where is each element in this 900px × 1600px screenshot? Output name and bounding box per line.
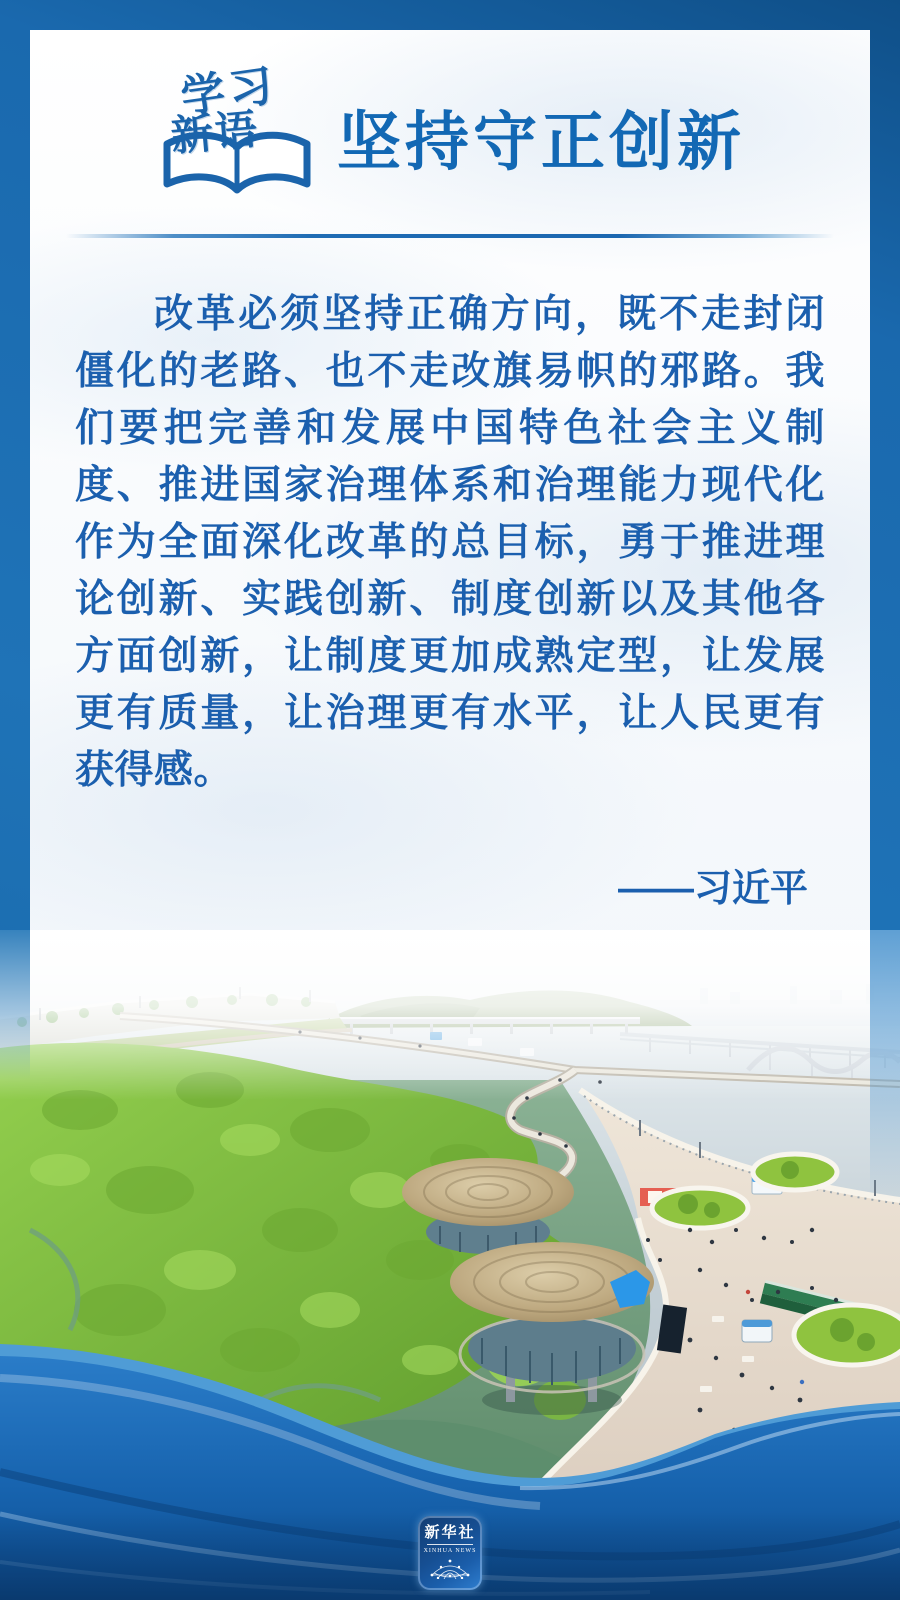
- xuexi-xinyu-logo: [155, 60, 323, 200]
- title-divider: [66, 234, 834, 238]
- left-frame-fade: [0, 930, 30, 1080]
- card-header: [30, 30, 870, 200]
- right-frame-fade: [870, 930, 900, 1200]
- globe-network-icon: [429, 1557, 471, 1579]
- badge-en-label: XINHUA NEWS: [423, 1548, 477, 1554]
- sky-haze: [0, 930, 900, 1100]
- logo-text-bottom: 新语: [169, 105, 261, 160]
- quote-card: [30, 30, 870, 960]
- logo-text-top: 学习: [177, 60, 280, 123]
- xinhua-badge: [418, 1516, 482, 1590]
- badge-cn-label: 新华社: [424, 1524, 476, 1541]
- author-line: ——习近平: [617, 868, 808, 910]
- quote-text: 改革必须坚持正确方向，既不走封闭僵化的老路、也不走改旗易帜的邪路。我们要把完善和发展中国特色社会主义制度、推进国家治理体系和治理能力现代化作为全面深化改革的总目标，勇于推进理论创新、实践创新、制度创新以及其他各方面创新，让制度更加成熟定型，让发展更有质量，让治理更有水平，让人民更有获得感。: [75, 293, 825, 792]
- page-title: 坚持守正创新: [337, 106, 745, 178]
- badge-divider: [427, 1544, 473, 1545]
